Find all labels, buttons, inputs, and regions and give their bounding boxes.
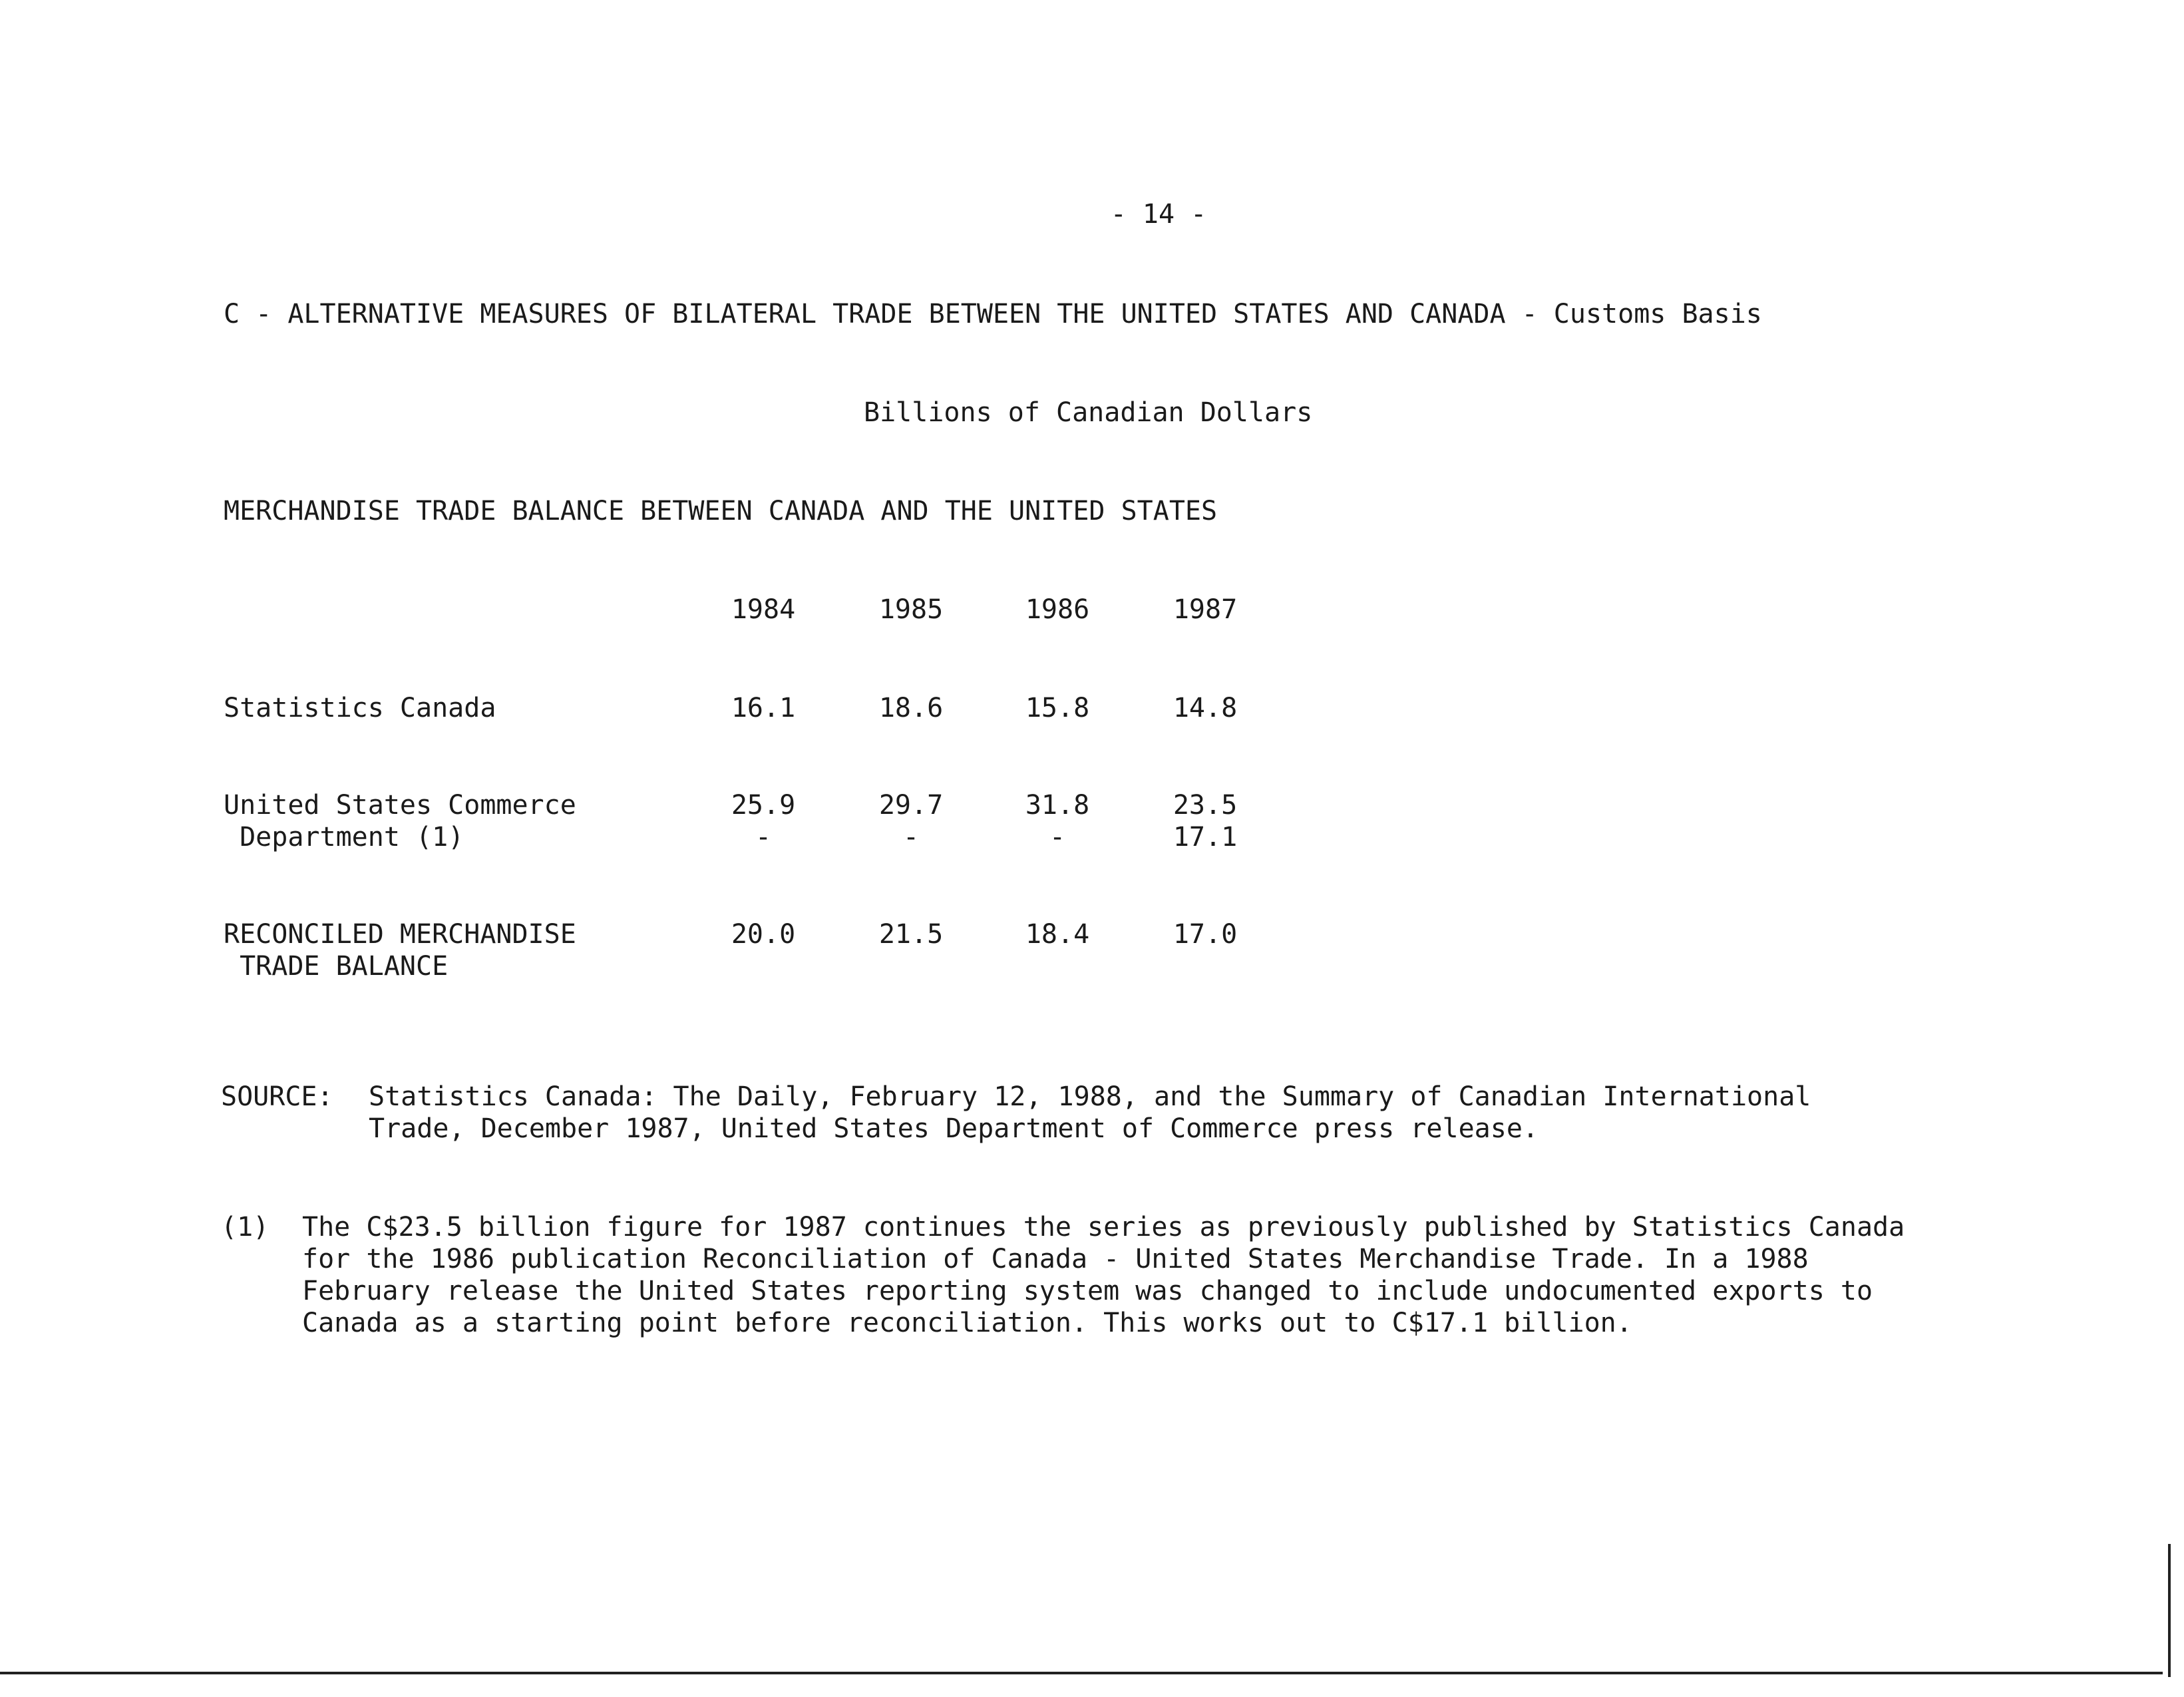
table-cell: -: [755, 822, 772, 852]
table-cell: 25.9: [731, 790, 796, 821]
year-header: 1987: [1173, 594, 1238, 625]
row-label-reconciled-line2: TRADE BALANCE: [224, 951, 449, 982]
row-label-statistics-canada: Statistics Canada: [224, 693, 496, 723]
table-cell: 31.8: [1025, 790, 1090, 821]
table-cell: 20.0: [731, 919, 796, 950]
row-label-reconciled: RECONCILED MERCHANDISE: [224, 919, 576, 950]
row-label-us-commerce-line2: Department (1): [224, 822, 464, 852]
page-number: - 14 -: [1110, 199, 1207, 230]
row-label-us-commerce: United States Commerce: [224, 790, 576, 821]
table-cell: 17.0: [1173, 919, 1238, 950]
source-text: Statistics Canada: The Daily, February 12, 1988, and the Summary of Canadian International Trade, December 1987, United States Department of Commerce press release.: [369, 1081, 1811, 1144]
table-cell: 21.5: [878, 919, 944, 950]
table-title: MERCHANDISE TRADE BALANCE BETWEEN CANADA AND THE UNITED STATES: [224, 496, 1218, 526]
bottom-rule: [0, 1672, 2163, 1674]
table-cell: 16.1: [731, 693, 796, 723]
table-cell: 18.6: [878, 693, 944, 723]
table-cell: -: [1049, 822, 1066, 852]
table-cell: 14.8: [1173, 693, 1238, 723]
table-cell: 23.5: [1173, 790, 1238, 821]
footnote-text: The C$23.5 billion figure for 1987 continues the series as previously published by Statistics Canada for the 1986 publication Reconciliation of Canada - United States Merchandise Trade. In a 1988 February release the United States reporting system was changed to include undocumented exports to Canada as a starting point before reconciliation. This works out to C$17.1 billion.: [302, 1212, 1905, 1338]
section-heading: C - ALTERNATIVE MEASURES OF BILATERAL TRADE BETWEEN THE UNITED STATES AND CANADA - Customs Basis: [224, 299, 1762, 329]
year-header: 1986: [1025, 594, 1090, 625]
table-cell: 17.1: [1173, 822, 1238, 852]
year-header: 1984: [731, 594, 796, 625]
source-label: SOURCE:: [221, 1081, 333, 1112]
table-cell: 29.7: [878, 790, 944, 821]
year-header: 1985: [878, 594, 944, 625]
footnote-marker: (1): [221, 1212, 270, 1242]
right-edge-rule: [2168, 1544, 2171, 1677]
units-caption: Billions of Canadian Dollars: [864, 397, 1313, 428]
table-cell: 18.4: [1025, 919, 1090, 950]
table-cell: -: [902, 822, 920, 852]
table-cell: 15.8: [1025, 693, 1090, 723]
